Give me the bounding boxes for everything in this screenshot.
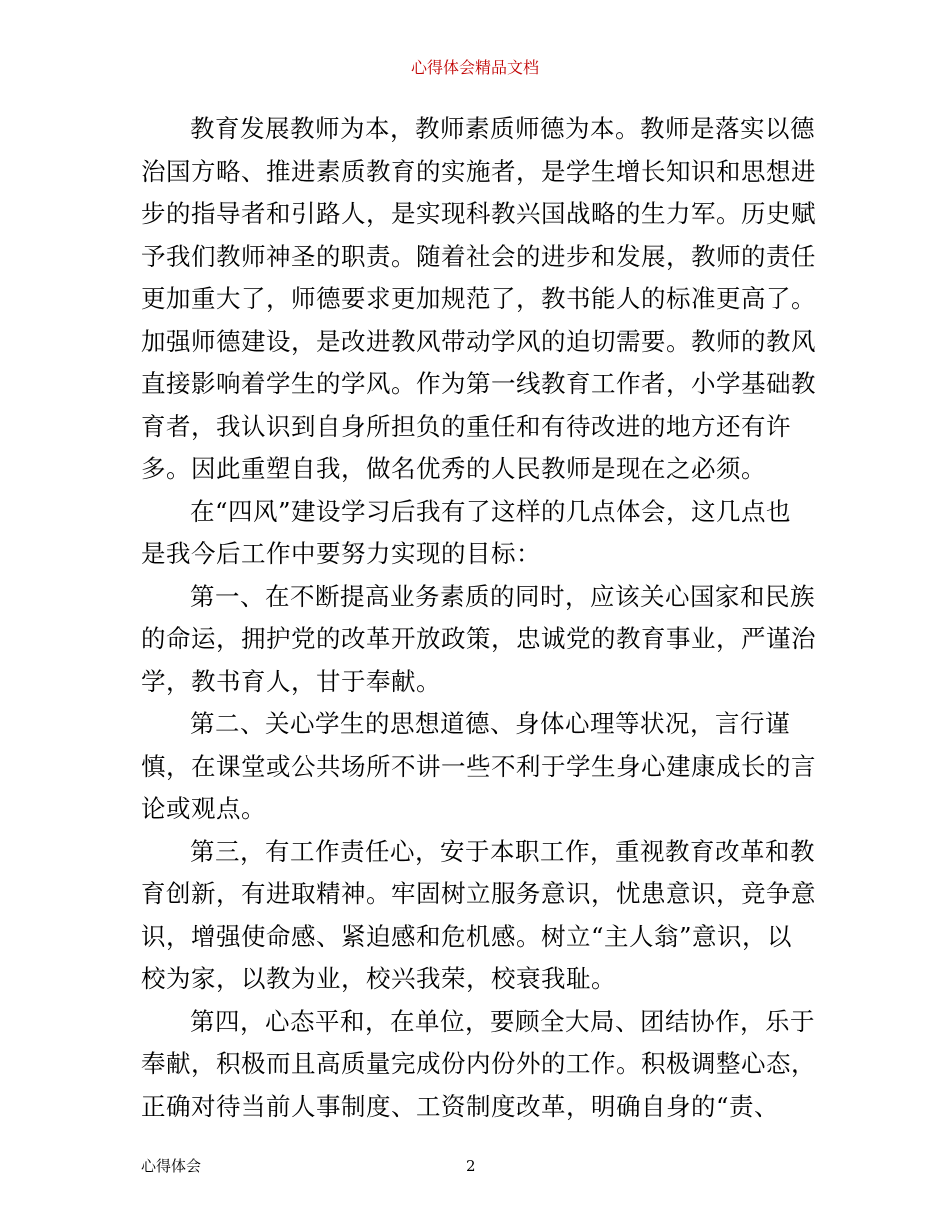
paragraph-1-line-6: 加强师德建设，是改进教风带动学风的迫切需要。教师的教风: [141, 326, 816, 356]
paragraph-4-line-3: 论或观点。: [141, 794, 266, 823]
paragraph-2-line-2: 是我今后工作中要努力实现的目标：: [141, 539, 541, 568]
paragraph-5-line-2: 育创新，有进取精神。牢固树立服务意识，忧患意识，竞争意: [141, 879, 816, 908]
paragraph-5-line-3: 识，增强使命感、紧迫感和危机感。树立“主人翁”意识，以: [141, 921, 793, 951]
paragraph-6-line-2: 奉献，积极而且高质量完成份内份外的工作。积极调整心态，: [141, 1049, 816, 1078]
page-number: 2: [466, 1157, 476, 1175]
paragraph-1-line-9: 多。因此重塑自我，做名优秀的人民教师是现在之必须。: [141, 454, 766, 483]
paragraph-1-line-1: 教育发展教师为本，教师素质师德为本。教师是落实以德: [190, 114, 815, 143]
paragraph-1-line-8: 育者，我认识到自身所担负的重任和有待改进的地方还有许: [141, 411, 791, 441]
paragraph-5-line-1: 第三，有工作责任心，安于本职工作，重视教育改革和教: [190, 836, 815, 866]
paragraph-3-line-1: 第一、在不断提高业务素质的同时，应该关心国家和民族: [190, 581, 815, 611]
document-body: [141, 108, 821, 1128]
paragraph-1-line-3: 步的指导者和引路人，是实现科教兴国战略的生力军。历史赋: [141, 199, 816, 228]
paragraph-3-line-3: 学，教书育人，甘于奉献。: [141, 666, 441, 696]
page-header-title: 心得体会精品文档: [410, 58, 539, 77]
paragraph-6-line-3: 正确对待当前人事制度、工资制度改革，明确自身的“责、: [141, 1091, 780, 1121]
paragraph-1-line-4: 予我们教师神圣的职责。随着社会的进步和发展，教师的责任: [141, 241, 816, 271]
paragraph-4-line-1: 第二、关心学生的思想道德、身体心理等状况，言行谨: [190, 709, 790, 738]
paragraph-1-line-7: 直接影响着学生的学风。作为第一线教育工作者，小学基础教: [141, 369, 816, 398]
paragraph-1-line-2: 治国方略、推进素质教育的实施者，是学生增长知识和思想进: [141, 156, 816, 186]
paragraph-4-line-2: 慎，在课堂或公共场所不讲一些不利于学生身心建康成长的言: [141, 751, 816, 781]
paragraph-2-line-1: 在“四风”建设学习后我有了这样的几点体会，这几点也: [190, 496, 792, 526]
paragraph-5-line-4: 校为家，以教为业，校兴我荣，校衰我耻。: [141, 964, 616, 993]
paragraph-6-line-1: 第四，心态平和，在单位，要顾全大局、团结协作，乐于: [190, 1006, 815, 1036]
paragraph-1-line-5: 更加重大了，师德要求更加规范了，教书能人的标准更高了。: [141, 284, 816, 313]
footer-label: 心得体会: [141, 1157, 202, 1175]
paragraph-3-line-2: 的命运，拥护党的改革开放政策，忠诚党的教育事业，严谨治: [141, 624, 816, 653]
